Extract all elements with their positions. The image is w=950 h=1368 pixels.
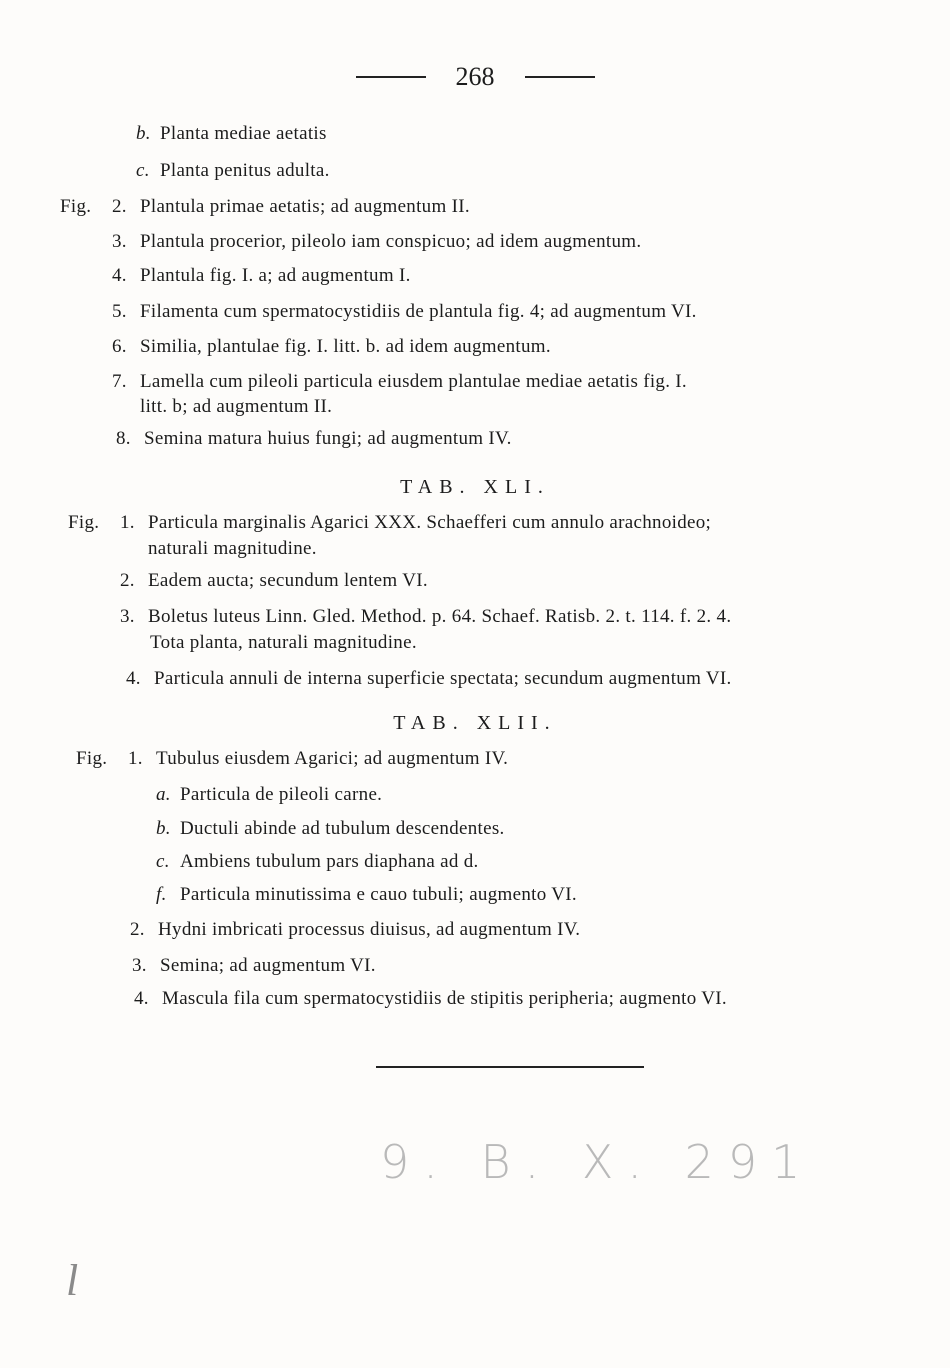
caption-line bbox=[130, 919, 580, 941]
line-text: Ambiens tubulum pars diaphana ad d. bbox=[180, 851, 479, 872]
caption-line bbox=[60, 196, 470, 218]
header-rule-left bbox=[356, 76, 426, 78]
line-letter: b. bbox=[136, 123, 151, 144]
line-letter: b. bbox=[156, 818, 171, 839]
plate-heading: TAB. XLI. bbox=[400, 476, 550, 498]
line-text: naturali magnitudine. bbox=[148, 538, 317, 559]
fig-number: 4. bbox=[126, 668, 141, 689]
fig-number: 3. bbox=[120, 606, 135, 627]
fig-label: Fig. bbox=[60, 196, 92, 217]
fig-number: 1. bbox=[128, 748, 143, 769]
fig-number: 1. bbox=[120, 512, 135, 533]
line-text: Particula de pileoli carne. bbox=[180, 784, 383, 805]
caption-line bbox=[150, 632, 417, 654]
caption-line bbox=[112, 301, 697, 323]
line-text: Semina matura huius fungi; ad augmentum IV. bbox=[144, 428, 512, 449]
fig-number: 4. bbox=[112, 265, 127, 286]
fig-number: 2. bbox=[120, 570, 135, 591]
line-text: Lamella cum pileoli particula eiusdem plantulae mediae aetatis fig. I. bbox=[140, 371, 687, 392]
fig-number: 2. bbox=[112, 196, 127, 217]
caption-line bbox=[120, 606, 731, 628]
line-text: Plantula primae aetatis; ad augmentum II. bbox=[140, 196, 470, 217]
caption-line bbox=[148, 538, 317, 560]
line-text: Filamenta cum spermatocystidiis de plantula fig. 4; ad augmentum VI. bbox=[140, 301, 697, 322]
line-text: Planta penitus adulta. bbox=[160, 160, 330, 181]
line-text: litt. b; ad augmentum II. bbox=[140, 396, 333, 417]
caption-line bbox=[132, 955, 376, 977]
page-header bbox=[0, 62, 950, 92]
fig-number: 3. bbox=[112, 231, 127, 252]
line-letter: c. bbox=[156, 851, 170, 872]
caption-line bbox=[112, 371, 687, 393]
caption-line bbox=[68, 512, 711, 534]
caption-line bbox=[140, 396, 332, 418]
fig-label: Fig. bbox=[68, 512, 100, 533]
page-number: 268 bbox=[455, 62, 495, 91]
line-letter: a. bbox=[156, 784, 171, 805]
line-text: Boletus luteus Linn. Gled. Method. p. 64. Schaef. Ratisb. 2. t. 114. f. 2. 4. bbox=[148, 606, 732, 627]
header-rule-right bbox=[525, 76, 595, 78]
library-stamp: 9. B. X. 291 bbox=[380, 1135, 815, 1189]
caption-line bbox=[136, 123, 327, 145]
plate-heading: TAB. XLII. bbox=[393, 712, 557, 734]
caption-line bbox=[76, 748, 508, 770]
caption-line bbox=[112, 231, 641, 253]
line-text: Tubulus eiusdem Agarici; ad augmentum IV. bbox=[156, 748, 509, 769]
fig-number: 2. bbox=[130, 919, 145, 940]
line-letter: f. bbox=[156, 884, 167, 905]
caption-line bbox=[156, 818, 505, 840]
line-text: Particula minutissima e cauo tubuli; augmento VI. bbox=[180, 884, 577, 905]
line-text: Plantula fig. I. a; ad augmentum I. bbox=[140, 265, 411, 286]
line-text: Particula annuli de interna superficie spectata; secundum augmentum VI. bbox=[154, 668, 732, 689]
caption-line bbox=[116, 428, 512, 450]
line-text: Hydni imbricati processus diuisus, ad augmentum IV. bbox=[158, 919, 581, 940]
line-text: Particula marginalis Agarici XXX. Schaefferi cum annulo arachnoideo; bbox=[148, 512, 712, 533]
line-text: Ductuli abinde ad tubulum descendentes. bbox=[180, 818, 505, 839]
caption-line bbox=[112, 336, 551, 358]
caption-line bbox=[136, 160, 330, 182]
fig-number: 8. bbox=[116, 428, 131, 449]
fig-number: 4. bbox=[134, 988, 149, 1009]
line-text: Tota planta, naturali magnitudine. bbox=[150, 632, 417, 653]
line-text: Similia, plantulae fig. I. litt. b. ad idem augmentum. bbox=[140, 336, 551, 357]
caption-line bbox=[156, 851, 479, 873]
caption-line bbox=[126, 668, 732, 690]
fig-number: 6. bbox=[112, 336, 127, 357]
fig-number: 5. bbox=[112, 301, 127, 322]
end-rule bbox=[376, 1066, 644, 1068]
caption-line bbox=[156, 784, 382, 806]
line-letter: c. bbox=[136, 160, 150, 181]
line-text: Mascula fila cum spermatocystidiis de stipitis peripheria; augmento VI. bbox=[162, 988, 727, 1009]
line-text: Semina; ad augmentum VI. bbox=[160, 955, 376, 976]
caption-line bbox=[134, 988, 727, 1010]
margin-mark: l bbox=[66, 1256, 79, 1305]
line-text: Planta mediae aetatis bbox=[160, 123, 327, 144]
caption-line bbox=[120, 570, 428, 592]
caption-line bbox=[112, 265, 411, 287]
caption-line bbox=[156, 884, 577, 906]
fig-number: 7. bbox=[112, 371, 127, 392]
line-text: Plantula procerior, pileolo iam conspicuo; ad idem augmentum. bbox=[140, 231, 642, 252]
line-text: Eadem aucta; secundum lentem VI. bbox=[148, 570, 428, 591]
fig-number: 3. bbox=[132, 955, 147, 976]
fig-label: Fig. bbox=[76, 748, 108, 769]
